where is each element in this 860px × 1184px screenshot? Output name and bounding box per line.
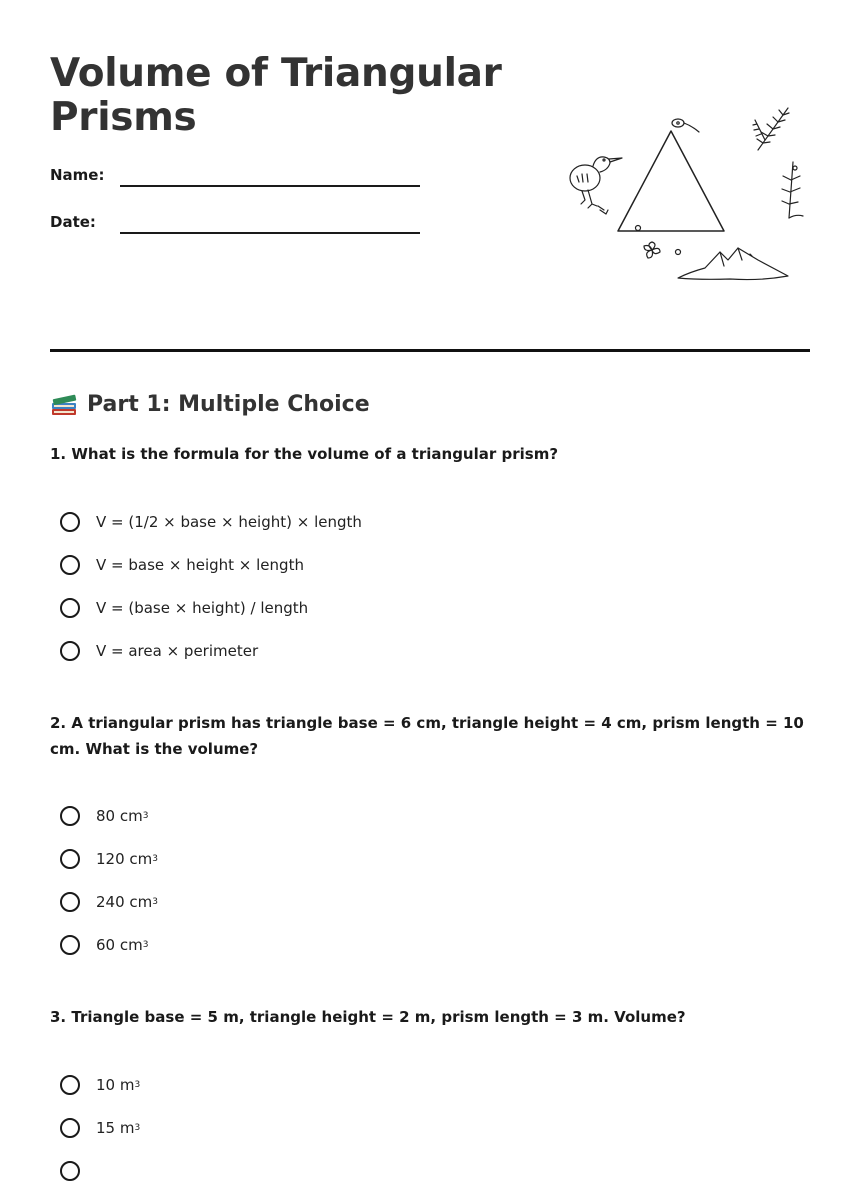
page-title: Volume of Triangular Prisms bbox=[50, 51, 502, 140]
question-3: 3. Triangle base = 5 m, triangle height = 2 m, prism length = 3 m. Volume? bbox=[50, 1008, 686, 1026]
section-title-text: Part 1: Multiple Choice bbox=[87, 392, 370, 417]
option-2d[interactable]: 60 cm 3 bbox=[60, 932, 148, 958]
date-line bbox=[120, 232, 420, 234]
option-1d[interactable]: V = area × perimeter bbox=[60, 638, 258, 664]
question-1: 1. What is the formula for the volume of a triangular prism? bbox=[50, 445, 559, 463]
option-2c[interactable]: 240 cm 3 bbox=[60, 889, 158, 915]
radio-button[interactable] bbox=[60, 512, 80, 532]
option-1a[interactable]: V = (1/2 × base × height) × length bbox=[60, 509, 362, 535]
kiwi-bird-icon bbox=[570, 157, 622, 214]
radio-button[interactable] bbox=[60, 849, 80, 869]
mountain-icon bbox=[678, 248, 788, 280]
radio-button[interactable] bbox=[60, 806, 80, 826]
section-title bbox=[50, 389, 370, 421]
radio-button[interactable] bbox=[60, 1075, 80, 1095]
radio-button[interactable] bbox=[60, 598, 80, 618]
option-3a[interactable]: 10 m 3 bbox=[60, 1072, 140, 1098]
question-2: 2. A triangular prism has triangle base = 6 cm, triangle height = 4 cm, prism length = 10 cm. What is the volume? bbox=[50, 714, 804, 758]
radio-button[interactable] bbox=[60, 935, 80, 955]
kiwi-triangle-illustration-icon bbox=[560, 100, 810, 290]
radio-button[interactable] bbox=[60, 1118, 80, 1138]
kiwi-head-icon bbox=[672, 119, 699, 132]
plant-icon bbox=[782, 162, 803, 218]
books-icon bbox=[50, 391, 78, 419]
name-line bbox=[120, 185, 420, 187]
fern-icon bbox=[753, 108, 789, 150]
option-3c-partial[interactable] bbox=[60, 1158, 96, 1184]
radio-button[interactable] bbox=[60, 892, 80, 912]
radio-button[interactable] bbox=[60, 1161, 80, 1181]
section-divider bbox=[50, 349, 810, 352]
date-label: Date: bbox=[50, 213, 96, 231]
option-1b[interactable]: V = base × height × length bbox=[60, 552, 304, 578]
option-3b[interactable]: 15 m 3 bbox=[60, 1115, 140, 1141]
name-label: Name: bbox=[50, 166, 105, 184]
option-1c[interactable]: V = (base × height) / length bbox=[60, 595, 308, 621]
option-2a[interactable]: 80 cm 3 bbox=[60, 803, 148, 829]
radio-button[interactable] bbox=[60, 641, 80, 661]
option-2b[interactable]: 120 cm 3 bbox=[60, 846, 158, 872]
radio-button[interactable] bbox=[60, 555, 80, 575]
